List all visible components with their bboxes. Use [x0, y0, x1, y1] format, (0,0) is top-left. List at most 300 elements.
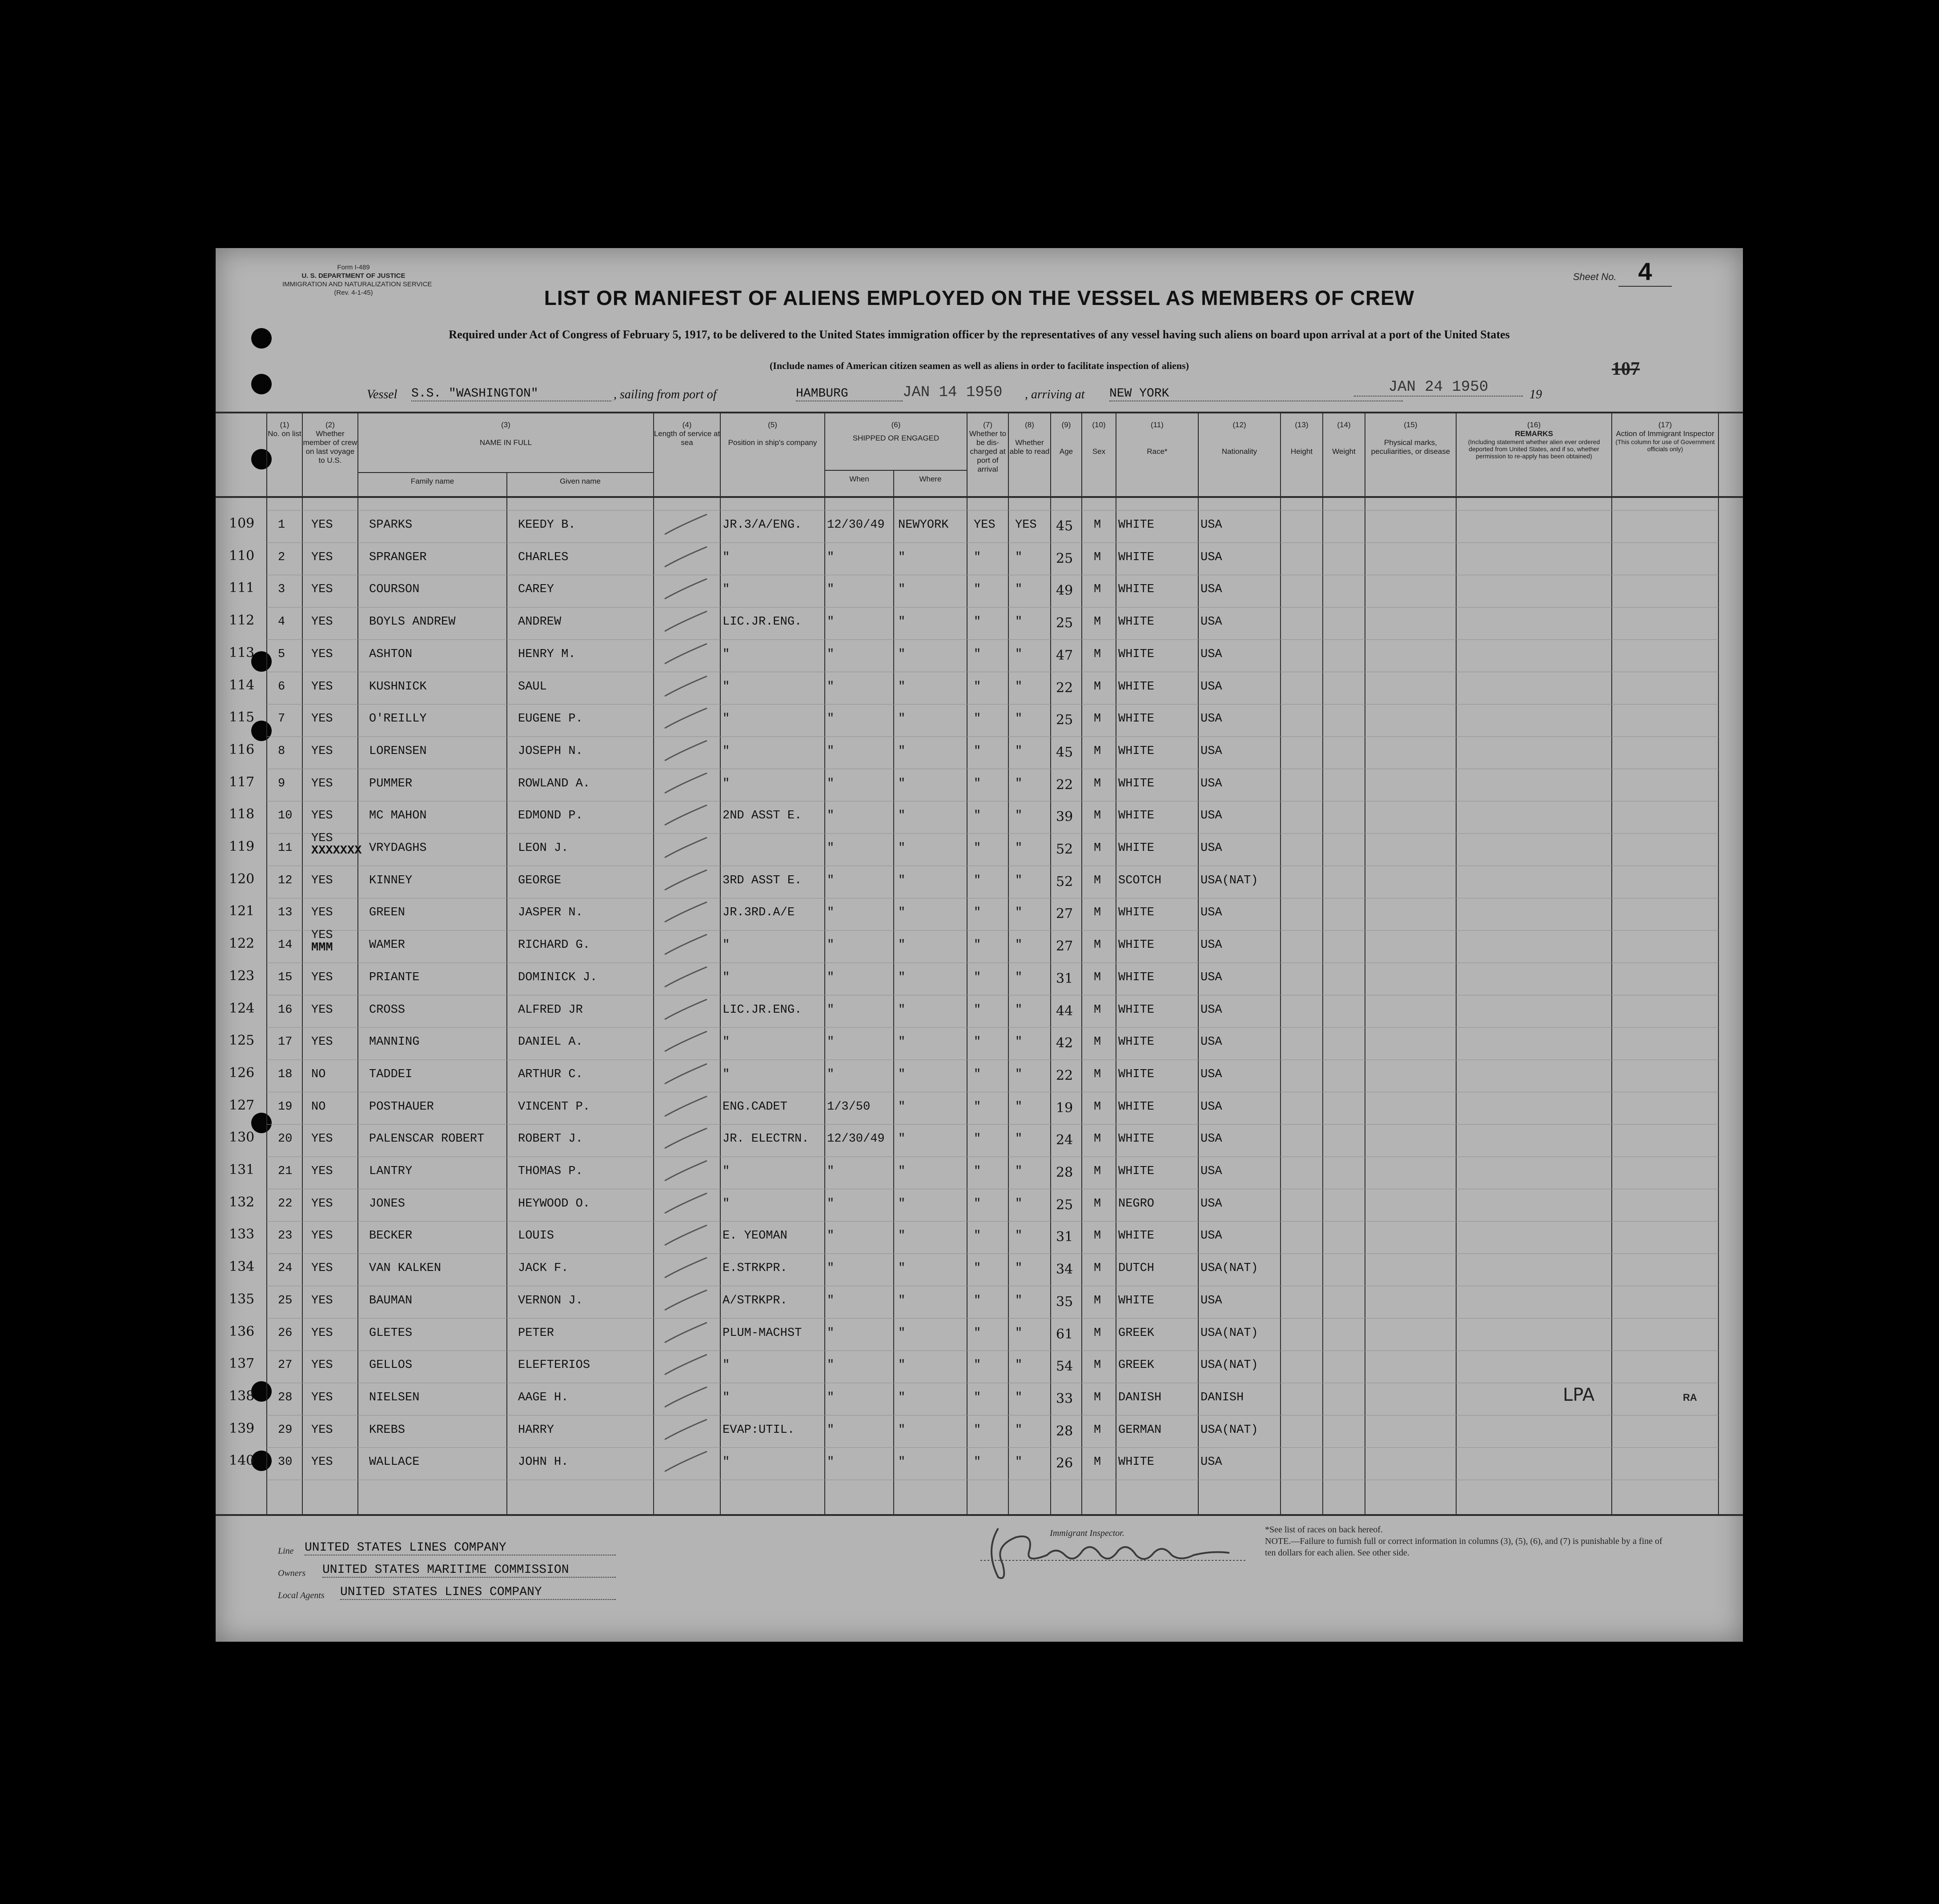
cell-where: ": [898, 1132, 906, 1146]
manifest-line-number: 130: [229, 1130, 255, 1146]
cell-read: ": [1015, 615, 1023, 629]
manifest-line-number: 127: [229, 1097, 255, 1113]
cell-age: 22: [1056, 1067, 1073, 1083]
revision: (Rev. 4-1-45): [334, 289, 373, 297]
cell-nat: USA: [1200, 518, 1222, 532]
cell-nat: USA: [1200, 680, 1222, 693]
department: U. S. DEPARTMENT OF JUSTICE: [301, 272, 405, 280]
cell-when: ": [827, 1229, 835, 1243]
cell-position: E. YEOMAN: [723, 1229, 787, 1243]
manifest-sheet: [216, 248, 1743, 1642]
cell-when: ": [827, 1067, 835, 1081]
cell-prev: YES: [311, 1326, 333, 1340]
cell-when: ": [827, 1197, 835, 1211]
sheet-number: [1573, 257, 1672, 287]
cell-where: ": [898, 1035, 906, 1049]
struck-entry: XXXXXXX: [311, 844, 362, 858]
cell-position: ": [723, 744, 730, 758]
cell-prev: YES: [311, 550, 333, 564]
service-check-mark: [662, 545, 711, 571]
cell-age: 25: [1056, 712, 1073, 728]
inspector-label: Immigrant Inspector.: [1050, 1528, 1124, 1538]
cell-nat: USA: [1200, 1197, 1222, 1211]
cell-sex: M: [1094, 1165, 1101, 1178]
cell-family: GREEN: [369, 906, 405, 920]
cell-sex: M: [1094, 777, 1101, 790]
cell-where: ": [898, 647, 906, 661]
cell-given: GEORGE: [518, 874, 562, 887]
cell-sex: M: [1094, 680, 1101, 693]
cell-no: 27: [278, 1359, 293, 1372]
cell-sex: M: [1094, 1455, 1101, 1469]
cell-nat: USA(NAT): [1200, 1423, 1258, 1437]
cell-no: 18: [278, 1067, 293, 1081]
manifest-line-number: 112: [229, 613, 255, 629]
manifest-line-number: 134: [229, 1259, 255, 1275]
cell-disch: YES: [974, 518, 996, 532]
cell-no: 25: [278, 1294, 293, 1307]
cell-age: 42: [1056, 1035, 1073, 1051]
cell-position: EVAP:UTIL.: [723, 1423, 795, 1437]
cell-given: KEEDY B.: [518, 518, 576, 532]
cell-no: 13: [278, 906, 293, 920]
cell-prev: YES: [311, 777, 333, 790]
cell-race: WHITE: [1118, 842, 1155, 855]
cell-prev: YES: [311, 1132, 333, 1146]
cell-age: 25: [1056, 615, 1073, 631]
cell-sex: M: [1094, 1100, 1101, 1114]
cell-nat: USA: [1200, 744, 1222, 758]
cell-sex: M: [1094, 1391, 1101, 1404]
cell-when: 12/30/49: [827, 1132, 885, 1146]
cell-race: WHITE: [1118, 777, 1155, 790]
cell-read: ": [1015, 1423, 1023, 1437]
cell-disch: ": [974, 1359, 981, 1372]
cell-disch: ": [974, 1455, 981, 1469]
cell-position: ": [723, 1067, 730, 1081]
col-header-family: Family name: [410, 477, 454, 485]
cell-nat: USA(NAT): [1200, 1262, 1258, 1275]
cell-given: JOHN H.: [518, 1455, 569, 1469]
cell-given: AAGE H.: [518, 1391, 569, 1404]
cell-where: ": [898, 1165, 906, 1178]
service-check-mark: [662, 1288, 711, 1315]
cell-no: 14: [278, 938, 293, 952]
cell-disch: ": [974, 680, 981, 693]
cell-family: LANTRY: [369, 1165, 413, 1178]
manifest-line-number: 111: [229, 580, 255, 596]
service-check-mark: [662, 1094, 711, 1121]
cell-race: WHITE: [1118, 647, 1155, 661]
cell-read: ": [1015, 680, 1023, 693]
arriving-label: , arriving at: [1025, 388, 1085, 401]
manifest-line-number: 109: [229, 516, 255, 531]
cell-given: JACK F.: [518, 1262, 569, 1275]
cell-family: PUMMER: [369, 777, 413, 790]
cell-race: WHITE: [1118, 583, 1155, 597]
cell-no: 19: [278, 1100, 293, 1114]
sheet-number-label: Sheet No.: [1573, 271, 1617, 282]
cell-family: BOYLS ANDREW: [369, 615, 456, 629]
manifest-line-number: 132: [229, 1194, 255, 1210]
cell-race: WHITE: [1118, 1229, 1155, 1243]
cell-nat: USA: [1200, 1229, 1222, 1243]
service-check-mark: [662, 512, 711, 539]
cell-no: 9: [278, 777, 285, 790]
cell-family: PALENSCAR ROBERT: [369, 1132, 485, 1146]
cell-position: ": [723, 1391, 730, 1404]
service-check-mark: [662, 1062, 711, 1088]
cell-read: ": [1015, 712, 1023, 726]
cell-nat: USA: [1200, 1100, 1222, 1114]
cell-age: 25: [1056, 1197, 1073, 1213]
cell-nat: USA: [1200, 842, 1222, 855]
cell-read: ": [1015, 1391, 1023, 1404]
cell-when: ": [827, 712, 835, 726]
cell-read: ": [1015, 938, 1023, 952]
manifest-line-number: 137: [229, 1356, 255, 1372]
cell-read: ": [1015, 1132, 1023, 1146]
cell-family: BECKER: [369, 1229, 413, 1243]
cell-disch: ": [974, 647, 981, 661]
cell-read: ": [1015, 1455, 1023, 1469]
cell-position: ": [723, 938, 730, 952]
cell-where: ": [898, 777, 906, 790]
footer-notes: [1265, 1524, 1665, 1559]
cell-age: 39: [1056, 809, 1073, 825]
cell-race: WHITE: [1118, 518, 1155, 532]
cell-when: ": [827, 1262, 835, 1275]
cell-disch: ": [974, 550, 981, 564]
cell-no: 2: [278, 550, 285, 564]
cell-prev: YES: [311, 647, 333, 661]
cell-age: 45: [1056, 744, 1073, 760]
cell-nat: USA: [1200, 550, 1222, 564]
cell-prev: YES: [311, 906, 333, 920]
service: IMMIGRATION AND NATURALIZATION SERVICE: [282, 281, 432, 288]
cell-sex: M: [1094, 842, 1101, 855]
col-header-sex: (10) Sex: [1092, 421, 1106, 456]
cell-disch: ": [974, 1229, 981, 1243]
manifest-line-number: 126: [229, 1065, 255, 1081]
col-header-when: When: [849, 475, 869, 483]
cell-position: ": [723, 647, 730, 661]
cell-read: ": [1015, 1165, 1023, 1178]
cell-read: ": [1015, 906, 1023, 920]
cell-no: 4: [278, 615, 285, 629]
cell-sex: M: [1094, 1423, 1101, 1437]
cell-position: A/STRKPR.: [723, 1294, 787, 1307]
col-header-weight: (14) Weight: [1332, 421, 1356, 456]
arrival-date-stamp: JAN 24 1950: [1354, 379, 1523, 397]
cell-given: LEON J.: [518, 842, 569, 855]
cell-sex: M: [1094, 1132, 1101, 1146]
cell-read: ": [1015, 1326, 1023, 1340]
service-check-mark: [662, 1191, 711, 1218]
service-check-mark: [662, 674, 711, 701]
cell-no: 7: [278, 712, 285, 726]
cell-disch: ": [974, 938, 981, 952]
cell-prev: YES: [311, 712, 333, 726]
cell-where: ": [898, 938, 906, 952]
cell-where: ": [898, 1326, 906, 1340]
cell-family: MANNING: [369, 1035, 420, 1049]
cell-no: 22: [278, 1197, 293, 1211]
cell-position: ": [723, 777, 730, 790]
cell-race: SCOTCH: [1118, 874, 1162, 887]
service-check-mark: [662, 1449, 711, 1476]
cell-nat: USA: [1200, 809, 1222, 823]
cell-age: 27: [1056, 906, 1073, 922]
cell-no: 21: [278, 1165, 293, 1178]
cell-disch: ": [974, 1423, 981, 1437]
cell-no: 15: [278, 970, 293, 984]
cell-no: 26: [278, 1326, 293, 1340]
cell-when: ": [827, 1294, 835, 1307]
cell-given: CAREY: [518, 583, 554, 597]
cell-prev: YES: [311, 1423, 333, 1437]
cell-given: CHARLES: [518, 550, 569, 564]
manifest-line-number: 124: [229, 1000, 255, 1016]
cell-prev: NO: [311, 1067, 326, 1081]
cell-where: ": [898, 1003, 906, 1017]
cell-age: 31: [1056, 970, 1073, 986]
cell-read: ": [1015, 1100, 1023, 1114]
cell-sex: M: [1094, 906, 1101, 920]
service-check-mark: [662, 868, 711, 894]
cell-family: WAMER: [369, 938, 405, 952]
cell-family: WALLACE: [369, 1455, 420, 1469]
cell-age: 52: [1056, 874, 1073, 890]
cell-age: 47: [1056, 647, 1073, 663]
manifest-line-number: 139: [229, 1420, 255, 1436]
col-header-read: (8) Whether able to read: [1009, 421, 1050, 456]
cell-prev: YES: [311, 832, 333, 845]
cell-given: DANIEL A.: [518, 1035, 583, 1049]
col-header-age: (9) Age: [1059, 421, 1073, 456]
cell-when: ": [827, 615, 835, 629]
cell-no: 8: [278, 744, 285, 758]
cell-sex: M: [1094, 809, 1101, 823]
cell-race: WHITE: [1118, 550, 1155, 564]
cell-prev: YES: [311, 1391, 333, 1404]
penalty-note: NOTE.—Failure to furnish full or correct information in columns (3), (5), (6), and (7) is punishable by a fine of ten dollars for each alien. See other side.: [1265, 1536, 1662, 1558]
col-header-remarks: (16) REMARKS (Including statement whether alien ever ordered deported from United States, and if so, whether permission to re-apply has been obtained): [1468, 421, 1600, 460]
cell-where: NEWYORK: [898, 518, 949, 532]
cell-position: ": [723, 712, 730, 726]
cell-race: WHITE: [1118, 712, 1155, 726]
page-reference: 107: [1612, 359, 1640, 379]
cell-disch: ": [974, 842, 981, 855]
cell-disch: ": [974, 970, 981, 984]
cell-prev: YES: [311, 1455, 333, 1469]
cell-no: 12: [278, 874, 293, 887]
cell-given: VERNON J.: [518, 1294, 583, 1307]
cell-prev: YES: [311, 970, 333, 984]
cell-prev: YES: [311, 1165, 333, 1178]
cell-where: ": [898, 1391, 906, 1404]
cell-position: ": [723, 1359, 730, 1372]
cell-no: 5: [278, 647, 285, 661]
col-header-race: (11) Race*: [1147, 421, 1168, 456]
cell-prev: YES: [311, 1359, 333, 1372]
cell-where: ": [898, 1100, 906, 1114]
cell-sex: M: [1094, 550, 1101, 564]
cell-nat: USA: [1200, 1003, 1222, 1017]
cell-family: NIELSEN: [369, 1391, 420, 1404]
cell-when: ": [827, 744, 835, 758]
cell-position: ": [723, 1455, 730, 1469]
cell-family: COURSON: [369, 583, 420, 597]
service-check-mark: [662, 1417, 711, 1444]
cell-no: 23: [278, 1229, 293, 1243]
from-port: HAMBURG: [796, 387, 903, 401]
cell-when: ": [827, 1455, 835, 1469]
col-header-action: (17) Action of Immigrant Inspector (This column for use of Government officials only): [1615, 421, 1715, 453]
cell-where: ": [898, 906, 906, 920]
cell-given: RICHARD G.: [518, 938, 590, 952]
cell-where: ": [898, 550, 906, 564]
cell-sex: M: [1094, 712, 1101, 726]
cell-when: ": [827, 550, 835, 564]
cell-no: 3: [278, 583, 285, 597]
cell-given: ROBERT J.: [518, 1132, 583, 1146]
cell-nat: USA: [1200, 1165, 1222, 1178]
cell-race: GERMAN: [1118, 1423, 1162, 1437]
cell-race: WHITE: [1118, 938, 1155, 952]
cell-disch: ": [974, 744, 981, 758]
col-header-discharged: (7) Whether to be dis-charged at port of arrival: [969, 421, 1007, 473]
cell-nat: USA: [1200, 1132, 1222, 1146]
cell-read: ": [1015, 1262, 1023, 1275]
cell-where: ": [898, 809, 906, 823]
remark-handwritten: LPA: [1563, 1384, 1595, 1405]
cell-given: JOSEPH N.: [518, 744, 583, 758]
cell-given: HARRY: [518, 1423, 554, 1437]
service-check-mark: [662, 771, 711, 798]
cell-disch: ": [974, 712, 981, 726]
cell-family: GLETES: [369, 1326, 413, 1340]
cell-age: 49: [1056, 583, 1073, 599]
cell-where: ": [898, 874, 906, 887]
cell-when: ": [827, 1035, 835, 1049]
service-check-mark: [662, 577, 711, 603]
cell-race: WHITE: [1118, 1035, 1155, 1049]
cell-race: WHITE: [1118, 1294, 1155, 1307]
cell-race: DANISH: [1118, 1391, 1162, 1404]
cell-no: 30: [278, 1455, 293, 1469]
cell-sex: M: [1094, 1067, 1101, 1081]
cell-read: ": [1015, 1035, 1023, 1049]
service-check-mark: [662, 900, 711, 926]
cell-read: ": [1015, 1229, 1023, 1243]
manifest-line-number: 115: [229, 709, 255, 726]
cell-prev: YES: [311, 929, 333, 942]
col-header-no: (1) No. on list: [268, 421, 301, 438]
cell-nat: USA(NAT): [1200, 1326, 1258, 1340]
cell-nat: USA: [1200, 1455, 1222, 1469]
cell-age: 31: [1056, 1229, 1073, 1245]
cell-where: ": [898, 712, 906, 726]
cell-family: ASHTON: [369, 647, 413, 661]
cell-race: WHITE: [1118, 615, 1155, 629]
service-check-mark: [662, 997, 711, 1024]
cell-age: 26: [1056, 1455, 1073, 1471]
cell-family: VRYDAGHS: [369, 842, 427, 855]
cell-no: 20: [278, 1132, 293, 1146]
cell-age: 22: [1056, 680, 1073, 696]
service-check-mark: [662, 932, 711, 959]
service-check-mark: [662, 1320, 711, 1347]
cell-age: 45: [1056, 518, 1073, 534]
vessel-label: Vessel: [367, 388, 397, 401]
cell-when: ": [827, 906, 835, 920]
manifest-line-number: 116: [229, 742, 255, 758]
cell-position: PLUM-MACHST: [723, 1326, 802, 1340]
cell-position: LIC.JR.ENG.: [723, 1003, 802, 1017]
cell-given: ROWLAND A.: [518, 777, 590, 790]
cell-where: ": [898, 1197, 906, 1211]
cell-given: VINCENT P.: [518, 1100, 590, 1114]
cell-age: 27: [1056, 938, 1073, 954]
cell-position: 3RD ASST E.: [723, 874, 802, 887]
manifest-line-number: 110: [229, 548, 255, 564]
cell-age: 22: [1056, 777, 1073, 793]
col-header-shipped: (6) SHIPPED OR ENGAGED: [852, 421, 939, 442]
cell-nat: USA(NAT): [1200, 874, 1258, 887]
vessel-name: S.S. "WASHINGTON": [411, 387, 611, 401]
cell-position: ENG.CADET: [723, 1100, 787, 1114]
col-header-service: (4) Length of service at sea: [654, 421, 720, 447]
cell-race: GREEK: [1118, 1359, 1155, 1372]
cell-family: SPARKS: [369, 518, 413, 532]
manifest-line-number: 138: [229, 1388, 255, 1404]
cell-nat: USA: [1200, 938, 1222, 952]
line-value: UNITED STATES LINES COMPANY: [305, 1541, 616, 1555]
cell-given: ELEFTERIOS: [518, 1359, 590, 1372]
cell-no: 1: [278, 518, 285, 532]
cell-age: 52: [1056, 842, 1073, 857]
sailing-label: , sailing from port of: [614, 388, 717, 401]
service-check-mark: [662, 1255, 711, 1282]
cell-read: ": [1015, 809, 1023, 823]
cell-read: ": [1015, 874, 1023, 887]
service-check-mark: [662, 803, 711, 830]
cell-no: 11: [278, 842, 293, 855]
cell-where: ": [898, 970, 906, 984]
col-header-name: (3) NAME IN FULL: [479, 421, 532, 447]
cell-when: ": [827, 1391, 835, 1404]
cell-sex: M: [1094, 583, 1101, 597]
cell-race: WHITE: [1118, 809, 1155, 823]
cell-disch: ": [974, 1132, 981, 1146]
cell-age: 28: [1056, 1165, 1073, 1180]
cell-position: ": [723, 1197, 730, 1211]
cell-age: 44: [1056, 1003, 1073, 1019]
cell-disch: ": [974, 1262, 981, 1275]
cell-nat: USA: [1200, 583, 1222, 597]
cell-family: GELLOS: [369, 1359, 413, 1372]
cell-sex: M: [1094, 1197, 1101, 1211]
cell-when: ": [827, 938, 835, 952]
cell-prev: YES: [311, 1262, 333, 1275]
cell-when: 12/30/49: [827, 518, 885, 532]
cell-prev: YES: [311, 518, 333, 532]
cell-where: ": [898, 1294, 906, 1307]
cell-prev: YES: [311, 1035, 333, 1049]
agents-value: UNITED STATES LINES COMPANY: [340, 1585, 616, 1600]
cell-age: 19: [1056, 1100, 1073, 1116]
